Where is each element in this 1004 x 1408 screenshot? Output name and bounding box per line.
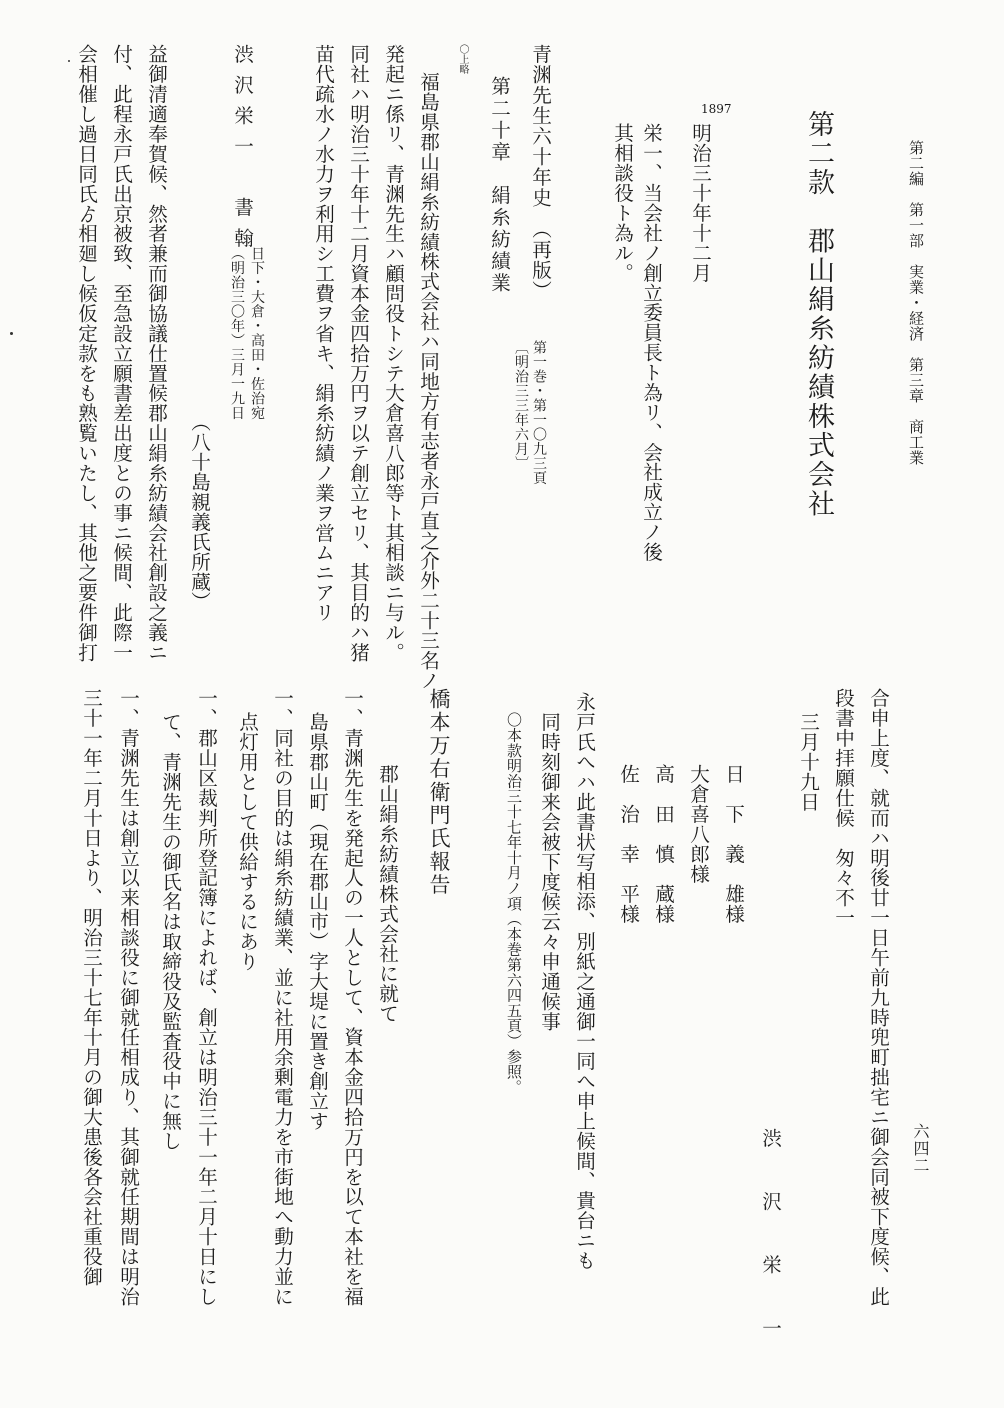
postscript-line-2: 同時刻御来会被下度候云々申通候事 <box>537 712 561 1032</box>
report-line-5: 一、郡山区裁判所登記簿によれば、創立は明治三十一年二月十日にし <box>194 688 218 1307</box>
report-line-6: て、青渊先生の御氏名は取締役及監査役中に無し <box>158 712 182 1151</box>
letter-owner: （八十島親義氏所蔵） <box>187 412 211 612</box>
letter-body-line-1: 益御清適奉賀候、然者兼而御協議仕置候郡山絹糸紡績会社創設之義ニ <box>144 44 168 663</box>
recipient-3: 高 田 慎 蔵様 <box>651 764 675 924</box>
body-line-4: 苗代疏水ノ水力ヲ利用シ工費ヲ省キ、絹糸紡績ノ業ヲ営ムニアリ <box>311 44 335 623</box>
omission-mark: 〇上略 <box>457 44 468 74</box>
report-line-8: 三十一年二月十日より、明治三十七年十月の御大患後各会社重役御 <box>79 688 103 1287</box>
section-title: 第二款 郡山絹糸紡績株式会社 <box>803 110 834 519</box>
paper-speck <box>68 60 70 62</box>
report-line-1: 一、青渊先生を発起人の一人として、資本金四拾万円を以て本社を福 <box>340 688 364 1307</box>
report-line-3: 一、同社の目的は絹糸紡績業、並に社用余剰電力を市街地へ動力並に <box>270 688 294 1307</box>
letter-addressees: 日下・大倉・高田・佐治宛 <box>249 246 265 420</box>
report-title: 橋本万右衛門氏報告 <box>427 688 451 897</box>
letter-cont-line-1: 合申上度、就而ハ明後廿一日午前九時兜町拙宅ニ御会同被下度候、此 <box>866 688 890 1307</box>
report-line-7: 一、青渊先生は創立以来相談役に御就任相成り、其御就任期間は明治 <box>116 688 140 1307</box>
recipient-1: 日 下 義 雄様 <box>721 764 745 924</box>
postscript-line-1: 永戸氏へハ此書状写相添、別紙之通御一同へ申上候間、貴台ニも <box>572 692 596 1271</box>
source-ref-volume: 第一巻・第一〇九三頁 <box>531 340 547 485</box>
running-header: 第二編 第一部 実業・経済 第三章 商工業 <box>907 140 925 466</box>
letter-closing-date: 三月十九日 <box>796 712 820 812</box>
entry-date: 明治三十年十二月 <box>688 123 712 283</box>
report-heading: 郡山絹糸紡績株式会社に就て <box>375 764 399 1024</box>
letter-title: 渋沢栄一 書翰 <box>230 44 254 259</box>
report-line-4: 点灯用として供給するにあり <box>235 712 259 972</box>
entry-summary-line2: 其相談役ト為ル。 <box>610 123 634 283</box>
paper-speck <box>10 332 13 335</box>
letter-body-line-2: 付、此程永戸氏出京被致、至急設立願書差出度との事ニ候間、此際一 <box>109 44 133 663</box>
letter-cont-line-2: 段書中拝願仕候 匆々不一 <box>831 688 855 928</box>
body-line-3: 同社ハ明治三十年十二月資本金四拾万円ヲ以テ創立セリ、其目的ハ猪 <box>346 44 370 663</box>
body-line-2: 発起ニ係リ、青渊先生ハ顧問役トシテ大倉喜八郎等ト其相談ニ与ル。 <box>381 44 405 663</box>
letter-date: （明治三〇年）三月一九日 <box>229 246 245 420</box>
letter-body-line-3: 会相催し過日同氏ゟ相廻し候仮定款をも熟覧いたし、其他之要件御打 <box>74 44 98 663</box>
report-line-2: 島県郡山町（現在郡山市）字大堤に置き創立す <box>305 712 329 1131</box>
chapter-heading: 第二十章 絹糸紡績業 <box>487 76 511 294</box>
page-number: 六四二 <box>911 1123 930 1174</box>
letter-signature: 渋 沢 栄 一 <box>758 1128 782 1350</box>
recipient-4: 佐 治 幸 平様 <box>616 764 640 924</box>
body-line-1: 福島県郡山絹糸紡績株式会社ハ同地方有志者永戸直之介外二十三名ノ <box>416 72 440 691</box>
entry-summary-line1: 栄一、当会社ノ創立委員長ト為リ、会社成立ノ後 <box>639 123 663 562</box>
source-ref-date: 〔明治三三年六月〕 <box>513 340 529 471</box>
recipient-2: 大倉喜八郎様 <box>686 764 710 884</box>
source-title: 青渊先生六十年史 （再版） <box>528 44 552 301</box>
cross-reference-note: 〇本款明治三十七年十月ノ項（本巻第六四五頁）参照。 <box>505 712 523 1095</box>
year-label: 1897 <box>701 102 732 116</box>
